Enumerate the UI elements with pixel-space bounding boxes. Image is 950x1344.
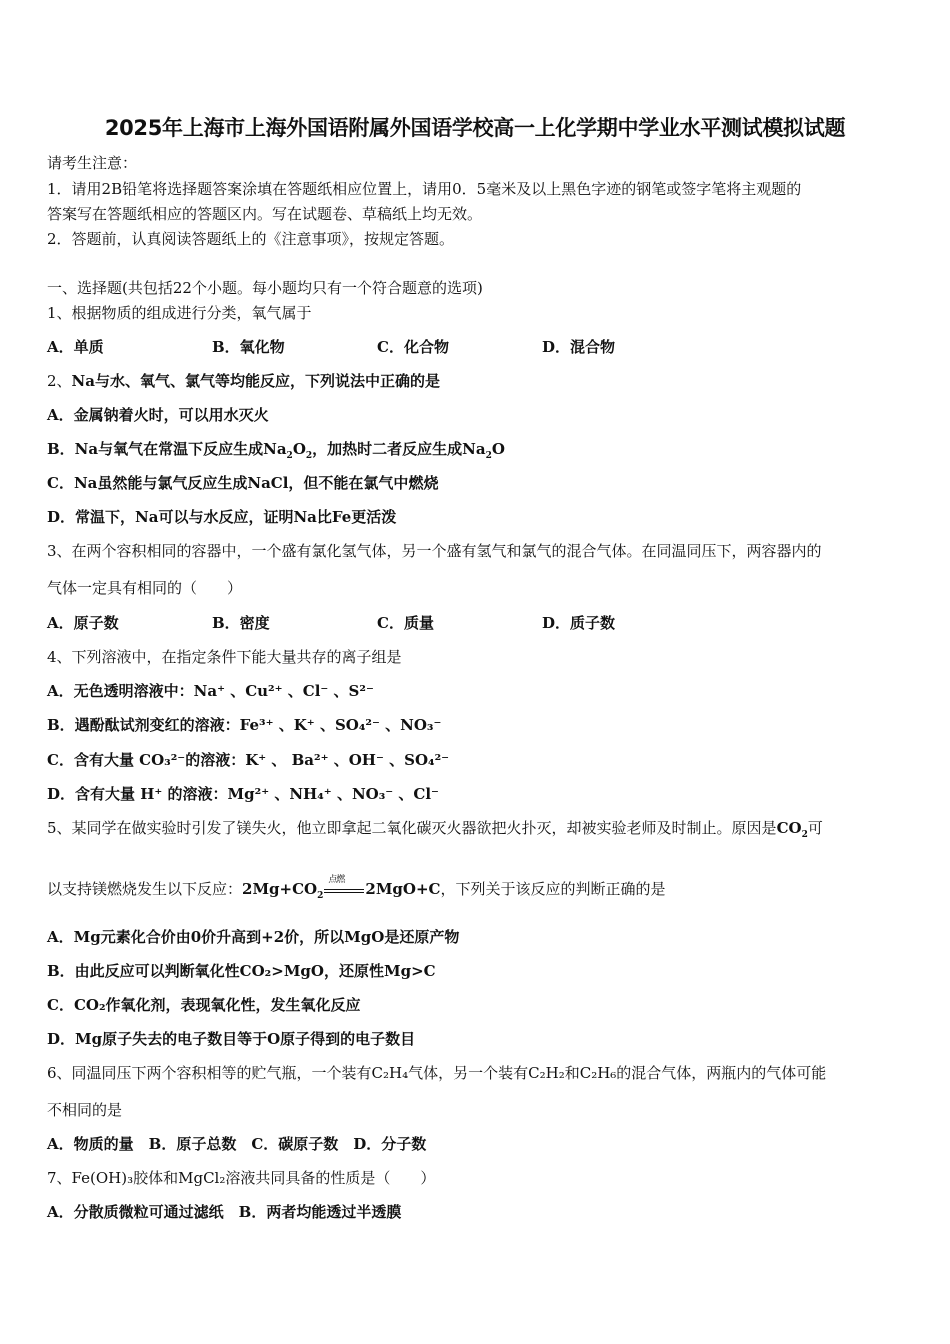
question-4-option-b: B．遇酚酞试剂变红的溶液：Fe³⁺ 、K⁺ 、SO₄²⁻ 、NO₃⁻ — [47, 716, 442, 734]
question-6-options: A．物质的量 B．原子总数 C．碳原子数 D．分子数 — [47, 1135, 427, 1153]
reaction-condition: 点燃 — [328, 875, 345, 885]
section-heading: 一、选择题(共包括22个小题。每小题均只有一个符合题意的选项) — [47, 279, 483, 297]
question-5-option-a: A．Mg元素化合价由0价升高到+2价，所以MgO是还原产物 — [47, 928, 460, 946]
option-d: D．质子数 — [542, 614, 616, 632]
option-a: A．单质 — [47, 338, 104, 356]
question-6-stem-line-2: 不相同的是 — [47, 1101, 123, 1119]
question-2-option-a: A．金属钠着火时，可以用水灭火 — [47, 406, 269, 424]
page-title: 2025年上海市上海外国语附属外国语学校高一上化学期中学业水平测试模拟试题 — [104, 116, 846, 140]
option-c: C．质量 — [377, 614, 434, 632]
question-4-stem: 4、下列溶液中，在指定条件下能大量共存的离子组是 — [47, 648, 402, 666]
question-5-option-d: D．Mg原子失去的电子数目等于O原子得到的电子数目 — [47, 1030, 416, 1048]
question-7-stem: 7、Fe(OH)₃胶体和MgCl₂溶液共同具备的性质是（ ） — [47, 1169, 436, 1187]
question-2-option-d: D．常温下，Na可以与水反应，证明Na比Fe更活泼 — [47, 508, 397, 526]
notice-item-2: 2．答题前，认真阅读答题纸上的《注意事项》，按规定答题。 — [47, 230, 455, 248]
question-2-stem: 2、Na与水、氧气、氯气等均能反应，下列说法中正确的是 — [47, 372, 440, 390]
question-2-option-b: B．Na与氧气在常温下反应生成$Na_2O_2$，加热时二者反应生成$Na_2O$ — [47, 440, 505, 461]
reaction-arrow — [324, 875, 364, 897]
notice-heading: 请考生注意： — [47, 154, 138, 172]
option-a: A．原子数 — [47, 614, 119, 632]
question-1-stem: 1、根据物质的组成进行分类，氧气属于 — [47, 304, 312, 322]
question-5-option-b: B．由此反应可以判断氧化性CO₂>MgO，还原性Mg>C — [47, 962, 436, 980]
notice-item-1-line-2: 答案写在答题纸相应的答题区内。写在试题卷、草稿纸上均无效。 — [47, 205, 483, 223]
question-3-stem-line-2: 气体一定具有相同的（ ） — [47, 579, 243, 597]
question-4-option-c: C．含有大量 CO₃²⁻的溶液：K⁺ 、 Ba²⁺ 、OH⁻ 、SO₄²⁻ — [47, 751, 450, 769]
question-5-stem-line-2: 以支持镁燃烧发生以下反应：$2Mg+CO_2$ 点燃 2MgO+C，下列关于该反应的判断正确的是 — [47, 878, 666, 899]
option-b: B．密度 — [212, 614, 270, 632]
option-c: C．化合物 — [377, 338, 449, 356]
question-5-option-c: C．CO₂作氧化剂，表现氧化性，发生氧化反应 — [47, 996, 361, 1014]
question-6-stem-line-1: 6、同温同压下两个容积相等的贮气瓶，一个装有C₂H₄气体，另一个装有C₂H₂和C₂H₆的混合气体，两瓶内的气体可能 — [47, 1064, 827, 1082]
question-4-option-a: A．无色透明溶液中：Na⁺ 、Cu²⁺ 、Cl⁻ 、S²⁻ — [47, 682, 374, 700]
option-d: D．混合物 — [542, 338, 616, 356]
question-2-option-c: C．Na虽然能与氯气反应生成NaCl，但不能在氯气中燃烧 — [47, 474, 439, 492]
question-7-options: A．分散质微粒可通过滤纸 B．两者均能透过半透膜 — [47, 1203, 402, 1221]
question-4-option-d: D．含有大量 H⁺ 的溶液：Mg²⁺ 、NH₄⁺ 、NO₃⁻ 、Cl⁻ — [47, 785, 439, 803]
question-5-stem-line-1: 5、某同学在做实验时引发了镁失火，他立即拿起二氧化碳灭火器欲把火扑灭，却被实验老师及时制止。原因是$CO_2$可 — [47, 819, 823, 840]
option-b: B．氧化物 — [212, 338, 285, 356]
notice-item-1-line-1: 1．请用2B铅笔将选择题答案涂填在答题纸相应位置上，请用0．5毫米及以上黑色字迹的钢笔或签字笔将主观题的 — [47, 180, 802, 198]
question-3-stem-line-1: 3、在两个容积相同的容器中，一个盛有氯化氢气体，另一个盛有氢气和氯气的混合气体。在同温同压下，两容器内的 — [47, 542, 822, 560]
